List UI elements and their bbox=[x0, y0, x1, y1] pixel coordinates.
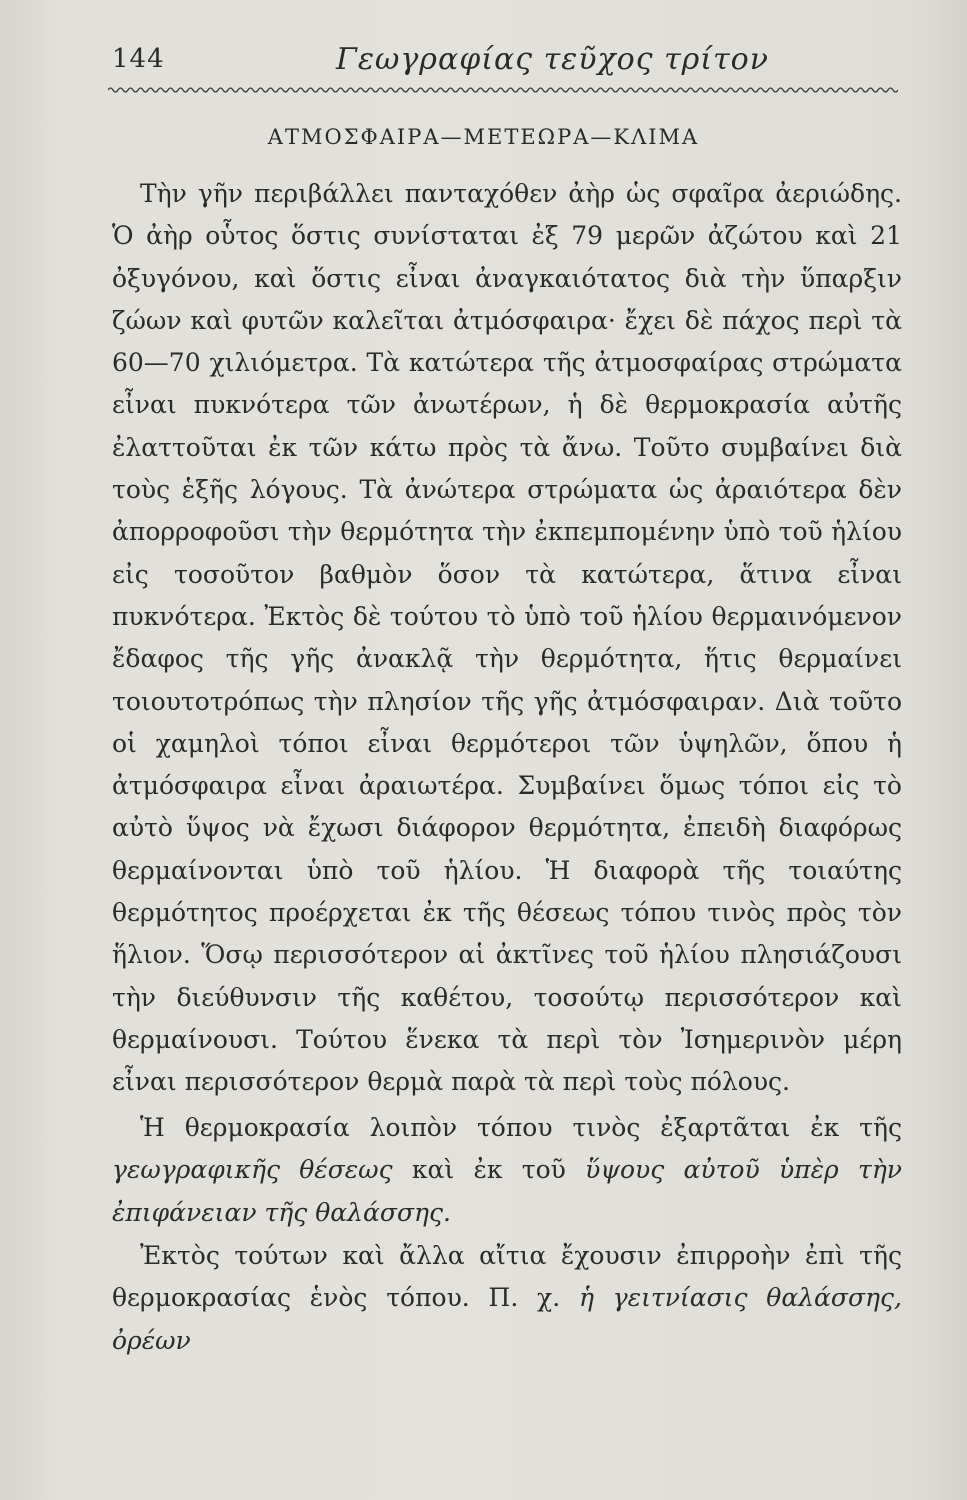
paragraph-2 bbox=[112, 1107, 902, 1234]
paragraph-2-italic-geographic-position: γεωγραφικῆς θέσεως bbox=[112, 1155, 393, 1185]
paragraph-3 bbox=[112, 1235, 902, 1362]
paragraph-2-text-mid: καὶ ἐκ τοῦ bbox=[392, 1155, 586, 1185]
paragraph-1: Τὴν γῆν περιβάλλει πανταχόθεν ἀὴρ ὡς σφαῖρα ἀεριώδης. Ὁ ἀὴρ οὗτος ὅστις συνίσταται ἐξ 79 μερῶν ἀζώτου καὶ 21 ὀξυγόνου, καὶ ὅστις εἶναι ἀναγκαιότατος διὰ τὴν ὕπαρξιν ζώων καὶ φυτῶν καλεῖται ἀτμόσφαιρα· ἔχει δὲ πάχος περὶ τὰ 60—70 χιλιόμετρα. Τὰ κατώτερα τῆς ἀτμοσφαίρας στρώματα εἶναι πυκνότερα τῶν ἀνωτέρων, ἡ δὲ θερμοκρασία αὐτῆς ἐλαττοῦται ἐκ τῶν κάτω πρὸς τὰ ἄνω. Τοῦτο συμβαίνει διὰ τοὺς ἑξῆς λόγους. Τὰ ἀνώτερα στρώματα ὡς ἀραιότερα δὲν ἀπορροφοῦσι τὴν θερμότητα τὴν ἐκπεμπομένην ὑπὸ τοῦ ἡλίου εἰς τοσοῦτον βαθμὸν ὅσον τὰ κατώτερα, ἅτινα εἶναι πυκνότερα. Ἐκτὸς δὲ τούτου τὸ ὑπὸ τοῦ ἡλίου θερμαινόμενον ἔδαφος τῆς γῆς ἀνακλᾷ τὴν θερμότητα, ἥτις θερμαίνει τοιουτοτρόπως τὴν πλησίον τῆς γῆς ἀτμόσφαιραν. Διὰ τοῦτο οἱ χαμηλοὶ τόποι εἶναι θερμότεροι τῶν ὑψηλῶν, ὅπου ἡ ἀτμόσφαιρα εἶναι ἀραιωτέρα. Συμβαίνει ὅμως τόποι εἰς τὸ αὐτὸ ὕψος νὰ ἔχωσι διάφορον θερμότητα, ἐπειδὴ διαφόρως θερμαίνονται ὑπὸ τοῦ ἡλίου. Ἡ διαφορὰ τῆς τοιαύτης θερμότητος προέρχεται ἐκ τῆς θέσεως τόπου τινὸς πρὸς τὸν ἥλιον. Ὅσῳ περισσότερον αἱ ἀκτῖνες τοῦ ἡλίου πλησιάζουσι τὴν διεύθυνσιν τῆς καθέτου, τοσούτῳ περισσότερον καὶ θερμαίνουσι. Τούτου ἕνεκα τὰ περὶ τὸν Ἰσημερινὸν μέρη εἶναι περισσότερον θερμὰ παρὰ τὰ περὶ τοὺς πόλους. bbox=[112, 179, 902, 1097]
section-heading: ΑΤΜΟΣΦΑΙΡΑ—ΜΕΤΕΩΡΑ—ΚΛΙΜΑ bbox=[267, 125, 700, 149]
wavy-rule-divider bbox=[108, 84, 898, 96]
paragraph-2-italic-altitude: ὕψους αὐτοῦ ὑπὲρ τὴν ἐπιφάνειαν τῆς θαλάσσης. bbox=[112, 1155, 902, 1227]
running-title: Γεωγραφίας τεῦχος τρίτον bbox=[336, 42, 769, 77]
running-head bbox=[108, 38, 898, 82]
paragraph-2-text: Ἡ θερμοκρασία λοιπὸν τόπου τινὸς ἐξαρτᾶται ἐκ τῆς bbox=[140, 1113, 902, 1142]
paragraph-3-text: Ἐκτὸς τούτων καὶ ἄλλα αἴτια ἔχουσιν ἐπιρροὴν ἐπὶ τῆς θερμοκρασίας ἑνὸς τόπου. Π. χ. bbox=[112, 1241, 902, 1313]
paragraph-3-italic: ἡ γειτνίασις θαλάσσης, ὀρέων bbox=[112, 1283, 902, 1355]
page-number: 144 bbox=[112, 44, 165, 74]
